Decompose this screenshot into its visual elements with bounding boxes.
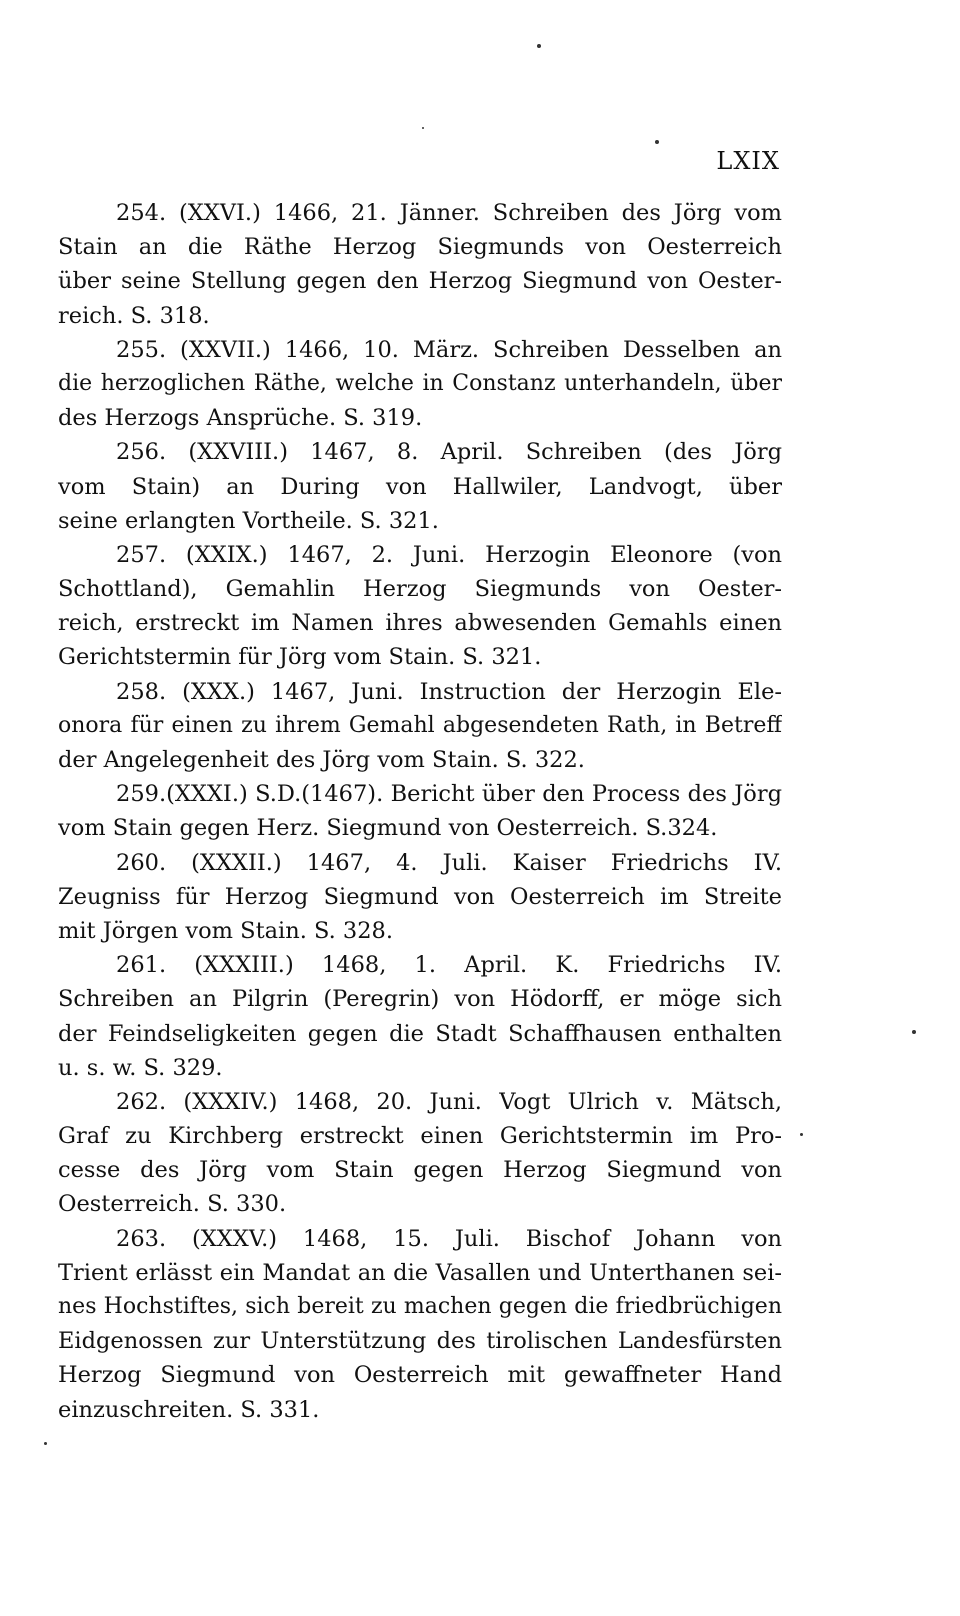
scan-speck bbox=[537, 44, 541, 48]
entry-line: nes Hochstiftes, sich bereit zu machen gegen die friedbrüchigen bbox=[58, 1294, 782, 1319]
entry-line: Stain an die Räthe Herzog Siegmunds von Oesterreich bbox=[58, 234, 782, 261]
scan-speck bbox=[422, 127, 424, 129]
entry-254 bbox=[58, 196, 782, 333]
entry-line: seine erlangten Vortheile. S. 321. bbox=[58, 507, 439, 534]
page-number: LXIX bbox=[716, 147, 780, 175]
entry-line: vom Stain) an During von Hallwiler, Landvogt, über bbox=[58, 473, 782, 500]
entry-line: u. s. w. S. 329. bbox=[58, 1054, 223, 1081]
entry-line: reich. S. 318. bbox=[58, 302, 210, 329]
entry-line: 259.(XXXI.) S.D.(1467). Bericht über den Process des Jörg bbox=[116, 781, 782, 808]
entry-line: Herzog Siegmund von Oesterreich mit gewaffneter Hand bbox=[58, 1362, 782, 1389]
entry-line: 261. (XXXIII.) 1468, 1. April. K. Friedrichs IV. bbox=[116, 952, 782, 979]
entry-line: vom Stain gegen Herz. Siegmund von Oesterreich. S.324. bbox=[58, 815, 718, 842]
entry-260 bbox=[58, 846, 782, 949]
entry-line: onora für einen zu ihrem Gemahl abgesendeten Rath, in Betreff bbox=[58, 712, 782, 738]
entry-line: Oesterreich. S. 330. bbox=[58, 1191, 287, 1218]
entry-line: der Feindseligkeiten gegen die Stadt Schaffhausen enthalten bbox=[58, 1020, 782, 1047]
entry-line: Zeugniss für Herzog Siegmund von Oesterreich im Streite bbox=[58, 883, 782, 910]
entry-line: Trient erlässt ein Mandat an die Vasallen und Unterthanen sei- bbox=[58, 1259, 782, 1286]
entry-line: 258. (XXX.) 1467, Juni. Instruction der Herzogin Ele- bbox=[116, 678, 782, 705]
entry-line: Graf zu Kirchberg erstreckt einen Gerichtstermin im Pro- bbox=[58, 1123, 782, 1150]
entry-257 bbox=[58, 538, 782, 675]
entry-line: die herzoglichen Räthe, welche in Constanz unterhandeln, über bbox=[58, 370, 782, 396]
entry-line: 255. (XXVII.) 1466, 10. März. Schreiben Desselben an bbox=[116, 336, 782, 363]
entry-256 bbox=[58, 435, 782, 538]
entry-line: reich, erstreckt im Namen ihres abwesenden Gemahls einen bbox=[58, 610, 782, 637]
entry-line: Schottland), Gemahlin Herzog Siegmunds von Oester- bbox=[58, 576, 782, 603]
entry-line: Eidgenossen zur Unterstützung des tirolischen Landesfürsten bbox=[58, 1328, 782, 1355]
entry-line: über seine Stellung gegen den Herzog Siegmund von Oester- bbox=[58, 268, 782, 295]
entry-263 bbox=[58, 1222, 782, 1427]
entry-line: cesse des Jörg vom Stain gegen Herzog Siegmund von bbox=[58, 1157, 782, 1184]
entry-line: 262. (XXXIV.) 1468, 20. Juni. Vogt Ulrich v. Mätsch, bbox=[116, 1088, 782, 1115]
entry-line: des Herzogs Ansprüche. S. 319. bbox=[58, 405, 423, 432]
entry-line: 260. (XXXII.) 1467, 4. Juli. Kaiser Friedrichs IV. bbox=[116, 849, 782, 876]
entry-line: 263. (XXXV.) 1468, 15. Juli. Bischof Johann von bbox=[116, 1225, 782, 1252]
entry-line: Schreiben an Pilgrin (Peregrin) von Hödorff, er möge sich bbox=[58, 986, 782, 1013]
entry-line: 256. (XXVIII.) 1467, 8. April. Schreiben (des Jörg bbox=[116, 439, 782, 466]
scan-speck bbox=[44, 1442, 47, 1445]
scan-speck bbox=[800, 1133, 803, 1136]
entry-258 bbox=[58, 675, 782, 778]
entry-line: 257. (XXIX.) 1467, 2. Juni. Herzogin Eleonore (von bbox=[116, 541, 782, 568]
scan-speck bbox=[912, 1030, 916, 1034]
scan-speck bbox=[655, 140, 659, 144]
entry-262 bbox=[58, 1085, 782, 1222]
entry-line: der Angelegenheit des Jörg vom Stain. S. 322. bbox=[58, 747, 585, 773]
entry-261 bbox=[58, 948, 782, 1085]
entry-259 bbox=[58, 777, 782, 845]
entry-line: mit Jörgen vom Stain. S. 328. bbox=[58, 917, 394, 944]
entry-line: 254. (XXVI.) 1466, 21. Jänner. Schreiben des Jörg vom bbox=[116, 200, 782, 226]
entry-line: Gerichtstermin für Jörg vom Stain. S. 321. bbox=[58, 644, 542, 671]
entry-line: einzuschreiten. S. 331. bbox=[58, 1396, 320, 1423]
entry-list bbox=[58, 196, 782, 1427]
entry-255 bbox=[58, 333, 782, 436]
